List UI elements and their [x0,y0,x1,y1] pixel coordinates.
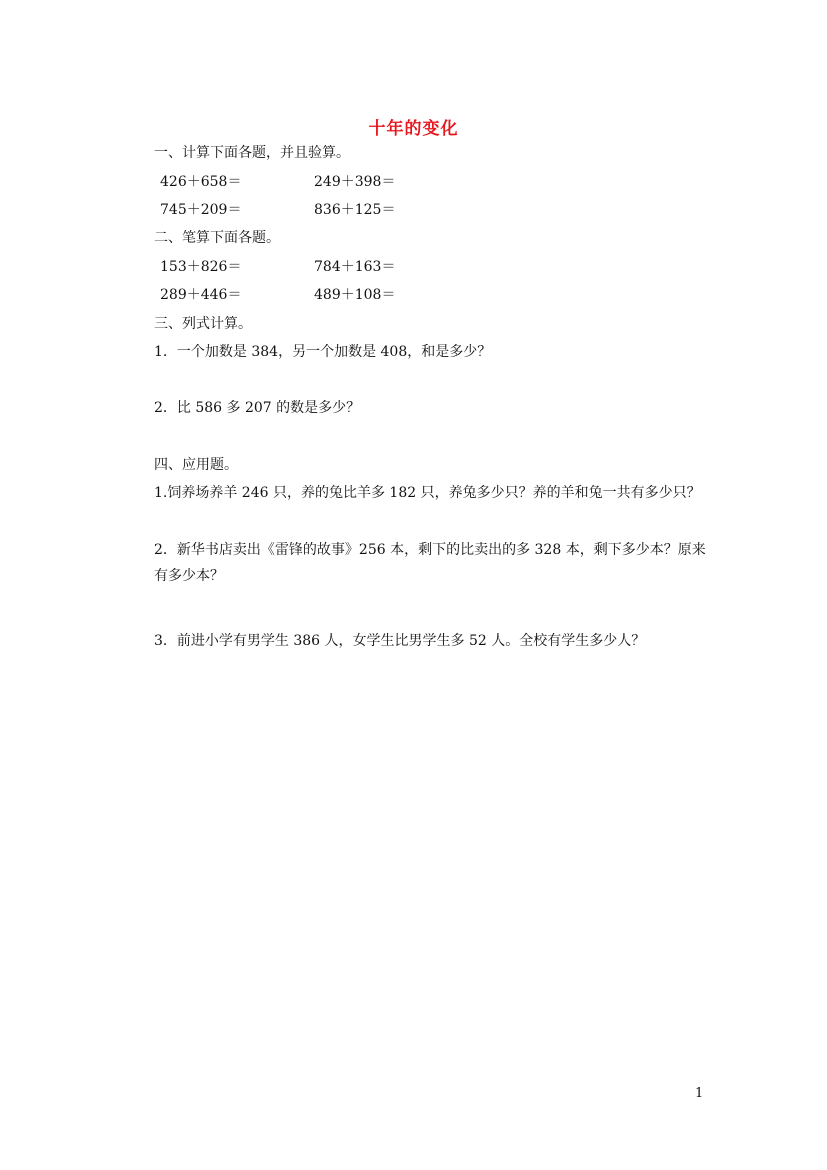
calc-item: 289＋446＝ [160,287,242,303]
problem-text: 2．比 586 多 207 的数是多少？ [154,400,361,416]
section4-heading: 四、应用题。 [154,457,238,473]
calc-item: 153＋826＝ [160,259,242,275]
calc-item: 249＋398＝ [314,174,396,190]
calc-item: 836＋125＝ [314,202,396,218]
calc-item: 745＋209＝ [160,202,242,218]
section1-heading: 一、计算下面各题，并且验算。 [154,145,350,161]
calc-item: 784＋163＝ [314,259,396,275]
calc-item: 489＋108＝ [314,287,396,303]
section2-heading: 二、笔算下面各题。 [154,230,280,246]
calc-item: 426＋658＝ [160,174,242,190]
problem-text: 2．新华书店卖出《雷锋的故事》256 本，剩下的比卖出的多 328 本，剩下多少本？原来有多少本？ [154,542,706,584]
problem-text: 1.饲养场养羊 246 只，养的兔比羊多 182 只，养兔多少只？养的羊和兔一共有多少只？ [154,485,701,501]
problem-text: 3．前进小学有男学生 386 人，女学生比男学生多 52 人。全校有学生多少人？ [154,633,646,649]
page-number: 1 [695,1086,704,1101]
page-title: 十年的变化 [368,119,459,139]
problem-text: 1．一个加数是 384，另一个加数是 408，和是多少？ [154,344,492,360]
section3-heading: 三、列式计算。 [154,316,252,332]
